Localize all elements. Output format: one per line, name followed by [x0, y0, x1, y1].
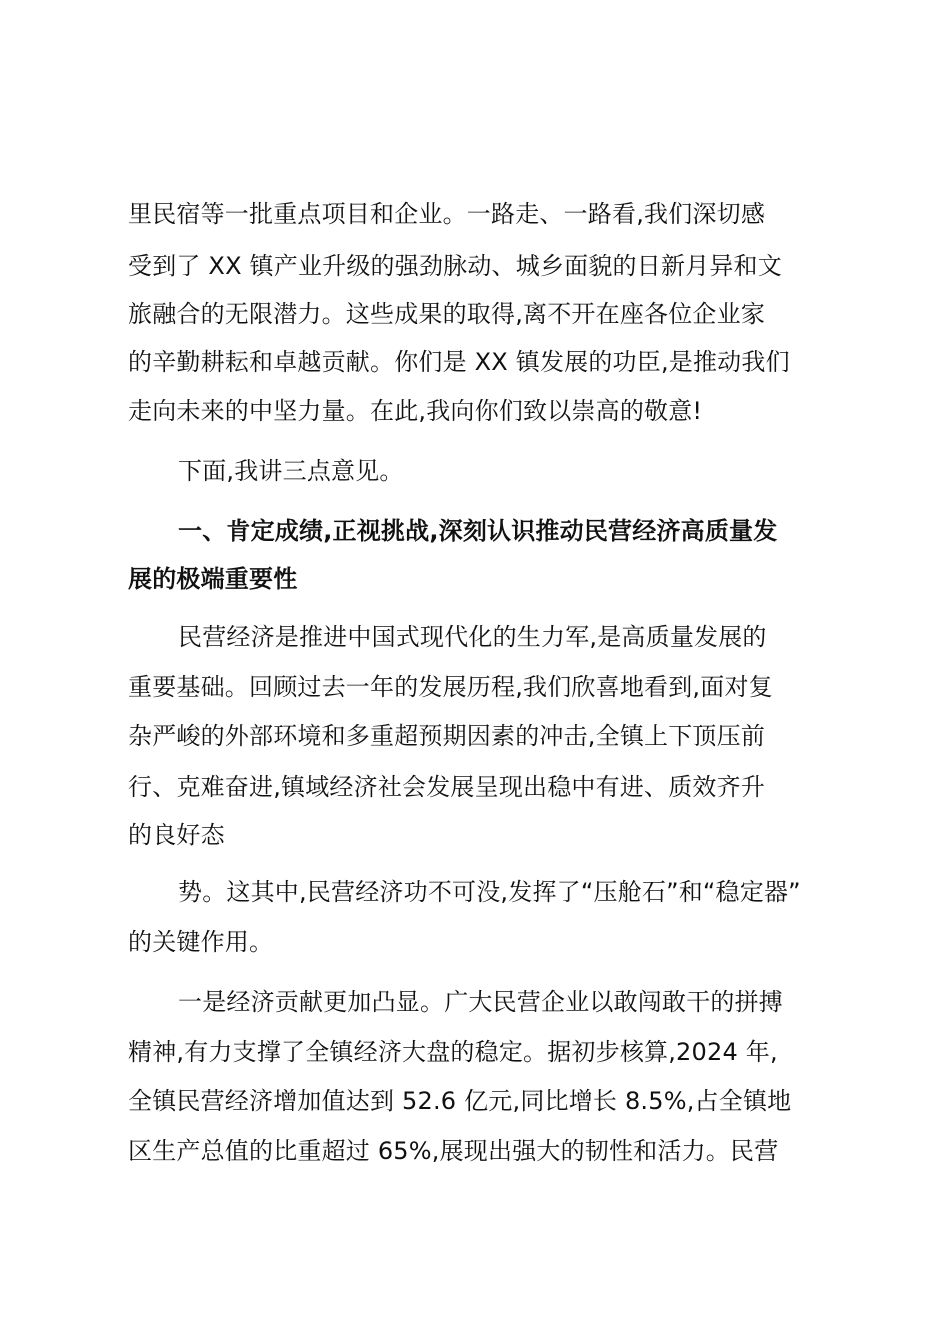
- text-line: 下面,我讲三点意见。: [178, 457, 404, 485]
- text-line: 里民宿等一批重点项目和企业。一路走、一路看,我们深切感: [128, 200, 766, 228]
- text-line: 旅融合的无限潜力。这些成果的取得,离不开在座各位企业家: [128, 300, 766, 328]
- section-heading: 一、肯定成绩,正视挑战,深刻认识推动民营经济高质量发: [178, 517, 778, 545]
- text-line: 精神,有力支撑了全镇经济大盘的稳定。据初步核算,2024 年,: [128, 1038, 778, 1066]
- text-line: 的关键作用。: [128, 928, 274, 956]
- section-heading-continued: 展的极端重要性: [128, 565, 298, 593]
- text-line: 的辛勤耕耘和卓越贡献。你们是 XX 镇发展的功臣,是推动我们: [128, 348, 790, 376]
- text-line: 重要基础。回顾过去一年的发展历程,我们欣喜地看到,面对复: [128, 673, 773, 701]
- text-line: 势。这其中,民营经济功不可没,发挥了“压舱石”和“稳定器”: [178, 878, 801, 906]
- text-line: 全镇民营经济增加值达到 52.6 亿元,同比增长 8.5%,占全镇地: [128, 1087, 792, 1115]
- text-line: 受到了 XX 镇产业升级的强劲脉动、城乡面貌的日新月异和文: [128, 252, 782, 280]
- text-line: 杂严峻的外部环境和多重超预期因素的冲击,全镇上下顶压前: [128, 722, 766, 750]
- text-line: 区生产总值的比重超过 65%,展现出强大的韧性和活力。民营: [128, 1137, 779, 1165]
- text-line: 走向未来的中坚力量。在此,我向你们致以崇高的敬意!: [128, 397, 703, 425]
- text-line: 行、克难奋进,镇域经济社会发展呈现出稳中有进、质效齐升: [128, 773, 766, 801]
- text-line: 的良好态: [128, 821, 225, 849]
- text-line: 一是经济贡献更加凸显。广大民营企业以敢闯敢干的拼搏: [178, 988, 783, 1016]
- text-line: 民营经济是推进中国式现代化的生力军,是高质量发展的: [178, 623, 767, 651]
